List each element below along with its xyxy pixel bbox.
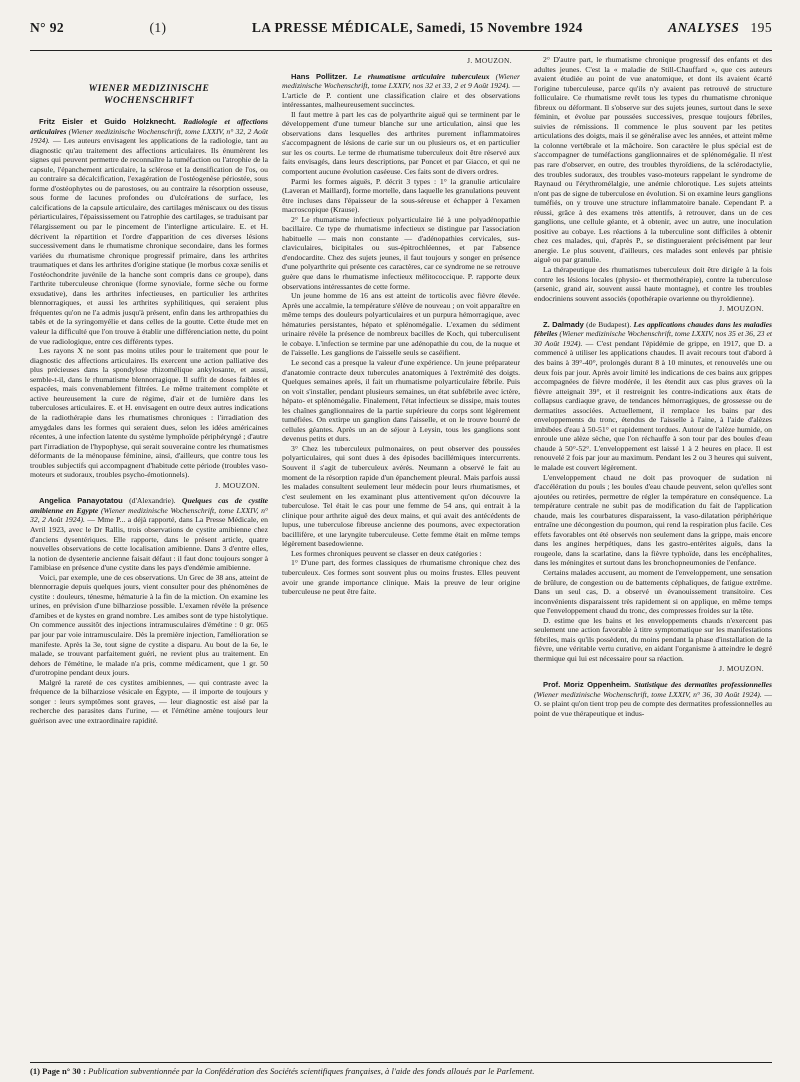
article-author: Fritz Eisler et Guido Holzknecht. <box>39 117 177 126</box>
article-place: (d'Alexandrie). <box>129 496 176 506</box>
article-citation: (Wiener medizinische Wochenschrift, tome LXXIV, n° 36, 30 Août 1924). <box>534 689 762 699</box>
article-eisler <box>30 117 268 346</box>
column-1 <box>30 55 268 1057</box>
article-title: Statistique des dermatites professionnelles <box>634 680 772 689</box>
article-title: Le rhumatisme articulaire tuberculeux <box>353 71 490 81</box>
rubric-line-1: WIENER MEDIZINISCHE <box>88 84 210 94</box>
rubric-heading <box>30 83 268 107</box>
article-title: Quelques cas de cystite amibienne en Egypte <box>30 496 268 515</box>
article-author: Angelica Panayotatou <box>39 496 123 506</box>
article-author: Z. Dalmady <box>543 319 584 329</box>
article-oppenheim <box>534 680 772 718</box>
article-paragraph: Les rayons X ne sont pas moins utiles pour le traitement que pour le diagnostic des affections articulaires. Ils exercent une action palliative des plus précieuses dans la spondylose rhizomélique ankylosante, et aussi, semble-t-il, dans le rhumatisme blennorragique. Il suffit de doses faibles et espacées, mais convenablement filtrées. Le même traitement complète et active heureusement la cure de régime, d'air et de lumière dans les tuberculoses articulaires. E. et H. envisagent en outre deux autres indications de la radiothérapie dans les rhumatismes chroniques : l'irradiation des amygdales dans les formes qui seraient dues, selon les idées américaines récentes, à une infection latente du système lymphoïde périphéryngé ; d'autre part l'irradiation de l'hypophyse, qui serait souveraine contre les rhumatismes déformants de la ménopause féminine, ainsi, d'ailleurs, que contre tous les troubles subjectifs qui accompagnent d'habitude cette période (troubles vaso-moteurs et sudoraux, troubles psycho-émotionnels). <box>30 346 268 480</box>
article-paragraph: — C'est pendant l'épidémie de grippe, en 1917, que D. a commencé à utiliser les applications chaudes. Il avait recours tout d'abord à des bains à 39°-40°, prolongés durant 8 à 10 minutes, et renouvelés une ou deux fois par jour. Après avoir limité les indications de ces bains aux grippes accompagnées de fièvre modérée, il les étendit aux cas plus graves où la fièvre atteignait 39°, et il restreignit les contre-indications aux états de collapsus cardiaque grave, de tendances hémorragiques, de grossesse ou de dermatites associées. Actuellement, il remplace les bains par des enveloppements du tronc, étendus de l'aisselle à l'aine, à l'aide d'alèzes imbibées d'eau à 50-51° et rapidement tordues. Autour de l'alèze humide, on enroule une alèze sèche, que l'on réchauffe à son tour par des boules d'eau chaude à 50°-52°. L'enveloppement est laissé 1 à 2 heures en place. Il est renouvelé 2 fois par jour au maximum. Pendant les 2 ou 3 heures qui suivent, le malade est couvert légèrement. <box>534 338 772 472</box>
article-signature: J. MOUZON. <box>215 480 260 490</box>
section-name: ANALYSES <box>668 20 740 35</box>
article-paragraph: 3° Chez les tuberculeux pulmonaires, on peut observer des poussées polyarticulaires, qui sont dues à des épisodes bacillémiques intercurrents. Souvent il s'agit de tuberculeux avérés. Neumann a observé le fait au moment de la résorption rapide d'un épanchement pleural. Mais parfois aussi les malades consultent seulement leur médecin pour leurs rhumatismes, et c'est seulement en les examinant plus attentivement qu'on découvre la tuberculose. Tel était le cas pour une femme de 54 ans, qui entrait à la clinique pour arthrite aiguë des deux mains, et qui avait des antécédents de lupus, une tuberculose fibreuse ancienne des poumons, avec expectoration bacillifère, et une laryngite tuberculeuse. Cette femme était en même temps légèrement basedowienne. <box>282 443 520 549</box>
article-paragraph: Un jeune homme de 16 ans est atteint de torticolis avec fièvre élevée. Après une accalmie, la température s'élève de nouveau ; on voit apparaître en même temps des douleurs polyarticulaires et un purpura hémorragique, avec hématuries persistantes, hépato et splénomégalie. L'examen du sédiment urinaire révèle la présence de nombreux bacilles de Koch, qui tuberculisent le cobaye. L'infection se termine par une adénopathie du cou, de la nuque et de l'aisselle. Les ganglions de l'aisselle seuls se caséifient. <box>282 291 520 358</box>
footnote-mark: (1) <box>149 20 167 35</box>
article-author: Hans Pollitzer. <box>291 71 348 81</box>
article-signature: J. MOUZON. <box>467 56 512 65</box>
article-paragraph: 2° Le rhumatisme infectieux polyarticulaire lié à une polyadénopathie bacillaire. Ce type de rhumatisme infectieux se distingue par l'association habituelle — mais non constante — d'adénopathies cervicales, sus-claviculaires, bicipitales ou sus-épitrochléennes, et par l'absence d'endocardite. Chez des sujets jeunes, il faut toujours y songer en présence d'une polyarthrite qui présente ces caractères, car ce syndrome ne se retrouve guère que dans le rhumatisme infectieux mélitococcique. P. rapporte deux observations intéressantes de cette forme. <box>282 214 520 291</box>
article-paragraph: La thérapeutique des rhumatismes tuberculeux doit être dirigée à la fois contre les lésions locales (physio- et thermothérapie), contre la tuberculose (arsenic, grand air, souvent aussi haute montagne), et contre les troubles endocriniens souvent associés (opothérapie ovarienne ou thyroïdienne). <box>534 265 772 303</box>
article-citation: (Wiener medizinische Wochenschrift, tome LXXIV, n° 32, 2 Août 1924). <box>30 126 268 146</box>
page-number: N° 92 <box>30 20 65 35</box>
article-paragraph: 1° D'une part, des formes classiques de rhumatisme chronique chez des tuberculeux. Ces formes sont souvent plus ou moins frustes. Elles peuvent avoir une grande importance clinique. Mais la preuve de leur origine tuberculeuse ne peut être faite. <box>282 558 520 597</box>
article-paragraph: Le second cas a presque la valeur d'une expérience. Un jeune préparateur d'anatomie contracte deux tubercules anatomiques à l'extrémité des doigts. Quelques semaines après, il fait un rhumatisme polyarticulaire fébrile. Puis on voit s'installer, pendant plusieurs semaines, un état subfébrile avec ictère, hépato- et splénomégalie. Finalement, l'état infectieux se dissipe, mais toutes les chaînes ganglionnaires de la partie supérieure du corps sont légèrement tuméfiées. On extirpe un ganglion dans l'aisselle, et on le trouve bourré de cellules géantes. Après un an de séjour à Leysin, tous les ganglions sont devenus petits et durs. <box>282 357 520 444</box>
article-title: Radiologie et affections articulaires <box>30 117 268 136</box>
article-paragraph: — L'article de P. contient une classification claire et des observations intéressantes, malheureusement succinctes. <box>282 81 520 110</box>
footnote-text: Publication subventionnée par la Confédération des Sociétés scientifiques françaises, à l'aide des fonds alloués par le Parlement. <box>88 1066 535 1076</box>
article-paragraph: — Les auteurs envisagent les applications de la radiologie, tant au diagnostic qu'au traitement des affections articulaires. Ils énumèrent les signes qui peuvent permettre de reconnaître la tuméfaction ou l'atrophie de la capsule, l'épanchement articulaire, la sclérose et la densification de l'os, ou au contraire sa décalcification, l'exagération de l'ostéogenèse périostée, sous forme d'ostéophytes ou de parostoses, ou au contraire la résorption osseuse, sous forme de lacunes profondes ou d'ulcérations de surface, les calcifications de la capsule articulaire, des cartilages méniscaux ou des tissus périarticulaires, l'épaississement ou l'atrophie des cartilages, se traduisant par l'élargissement ou par le pincement de l'interligne articulaire. E. et H. décrivent la répartition et l'ordre d'apparition de ces diverses lésions successivement dans le rhumatisme chronique secondaire, dans les formes variées du rhumatisme chronique progressif primaire, dans les arthrites traumatiques et dans les arthrites d'origine statique (le morbus coxæ senilis et l'ostéochondrite juvénile de la hanche sont compris dans ce groupe), dans l'arthrite tuberculeuse chronique (forme synoviale, forme sèche ou forme exsudative), dans les arthrites infectieuses, en particulier les arthrites blennorragiques, et aussi les arthrites syphilitiques, qui seraient plus fréquentes qu'on ne l'a admis jusqu'à présent, enfin dans les arthropathies du tabès et de la syringomyélie et dans celles de la goutte. Cette étude met en valeur la difficulté que l'on trouve à établir une différenciation nette, du point de vue radiologique, entre ces différents types. <box>30 136 268 346</box>
article-paragraph: Les formes chroniques peuvent se classer en deux catégories : <box>291 548 482 558</box>
article-paragraph: D. estime que les bains et les enveloppements chauds n'exercent pas seulement une action favorable à titre symptomatique sur les manifestations fébriles, mais qu'ils possèdent, du moins pendant la phase d'installation de la fièvre, une véritable vertu curative, en aidant l'organisme à atteindre le degré thermique qui lui est nécessaire pour sa réaction. <box>534 615 772 663</box>
footnote-marker: (1) Page n° 30 : <box>30 1066 86 1076</box>
article-paragraph: — Mme P... a déjà rapporté, dans La Presse Médicale, en Avril 1923, avec le Dr Rallis, trois observations de cystite amibienne chez d'anciens dysentériques. Elle rapporte, dans le présent article, quatre nouvelles observations de cette localisation amibienne. Dans 3 d'entre elles, la notion de dysenterie ancienne faisait défaut : il faut donc toujours songer à l'amibiase en présence d'une cystite dans les pays d'endémie amibienne. <box>30 515 268 573</box>
article-paragraph: 2° D'autre part, le rhumatisme chronique progressif des enfants et des adultes jeunes. C'est la « maladie de Still-Chauffard », que ces auteurs avaient étudiée au point de vue anatomique, et dont ils avaient écarté l'origine tuberculeuse, parce qu'ils n'y avaient pas retrouvé de structure folliculaire. Ce rhumatisme revêt tous les types du rhumatisme chronique fibreux ou déformant. Il s'observe sur des sujets jeunes, surtout dans le sexe féminin, et évolue par poussées successives, presque toujours fébriles, suivies de rémissions. Il commence le plus souvent par les petites articulations des doigts, mais il se généralise avec les années, et atteint même la colonne vertébrale et la mâchoire. Son caractère le plus spécial est de s'accompagner de tuméfactions ganglionnaires et de splénomégalie. Il n'est pas rare d'observer, en outre, des troubles thyroïdiens, de la sclérodactylie, des troubles sudoraux, des troubles vaso-moteurs rappelant le syndrome de Raynaud ou l'érythromélalgie, une anémie chlorotique. Les sujets atteints n'ont pas de signe de tuberculose en évolution. Si on examine leurs ganglions tuméfiés, on y trouve une structure inflammatoire banale. Cependant P. a réussi, grâce à des examens très attentifs, à retrouver, dans un de ces ganglions, une cellule géante, et à obtenir, avec un autre, une inoculation positive au cobaye. Les réactions à la tuberculine sont difficiles à obtenir chez ces malades, qui, d'après P., se distingueraient précisément par leur anergie. Le plus souvent, d'ailleurs, ces malades sont enlevés par phtisie aiguë ou par granulie. <box>534 55 772 265</box>
article-paragraph: — O. se plaint qu'on tient trop peu de compte des dermatites professionnelles au point de vue thérapeutique et indus- <box>534 689 772 718</box>
article-paragraph: Parmi les formes aiguës, P. décrit 3 types : 1° la granulie articulaire (Laveran et Maillard), forme mortelle, dans laquelle les granulations peuvent être incluses dans l'épaisseur de la sous-séreuse et échapper à l'examen macroscopique (Krause). <box>282 176 520 215</box>
column-2 <box>282 55 520 1057</box>
page-header <box>30 0 772 51</box>
article-place: (de Budapest). <box>586 319 632 329</box>
article-citation: (Wiener medizinische Wochenschrift, tome LXXIV, nos 35 et 36, 23 et 30 Août 1924). <box>534 329 772 348</box>
article-paragraph: Il faut mettre à part les cas de polyarthrite aiguë qui se terminent par le développement d'une tumeur blanche sur une articulation, ainsi que les observations dans lesquelles des arthrites purement inflammatoires s'accompagnent de lésions de carie sur un ou plusieurs os, et en particulier sur les os courts. Le terme de rhumatisme tuberculeux doit être réservé aux faits envisagés, dans leurs descriptions, par Poncet et par Giacco, et qui ne comportent aucune évolution caséeuse. Ces faits sont de divers ordres. <box>282 109 520 177</box>
article-citation: (Wiener medizinische Wochenschrift, tome LXXIV, n° 32, 2 Août 1924). <box>30 505 268 525</box>
article-pollitzer <box>282 72 520 110</box>
article-paragraph: L'enveloppement chaud ne doit pas provoquer de sudation ni d'accélération du pouls ; les boules d'eau chaude peuvent, selon qu'elles sont ajoutées ou retirées, permettre de régler la température en conséquence. La température centrale ne subit pas de modification du fait de l'application chaude, mais les courbatures disparaissent, la vaso-dilatation périphérique entraîne une décongestion du poumon, qui rend la respiration plus facile. Ces effets favorables ont été observés non seulement dans la grippe, mais encore dans les angines herpétiques, dans les gastro-entérites aiguës, dans la rougeole, dans la scarlatine, dans la fièvre typhoïde, dans les encéphalites, dans les méningites et surtout dans les bronchopneumonies de l'enfance. <box>534 472 772 568</box>
folio: 195 <box>750 20 772 35</box>
article-citation: (Wiener medizinische Wochenschrift, tome LXXIV, nos 32 et 33, 2 et 9 Août 1924). <box>282 71 520 91</box>
article-signature: J. MOUZON. <box>719 664 764 674</box>
article-dalmady <box>534 320 772 473</box>
article-paragraph: Malgré la rareté de ces cystites amibiennes, — qui contraste avec la fréquence de la bilharziose vésicale en Égypte, — il importe de toujours y songer : leurs symptômes sont graves, — leur diagnostic est aisé par la recherche des parasites dans l'urine, — et l'émétine amène toujours leur guérison avec une extraordinaire rapidité. <box>30 677 268 725</box>
article-paragraph: Certains malades accusent, au moment de l'enveloppement, une sensation de brûlure, de congestion ou de battements céphaliques, de fatigue extrême. Dans un seul cas, D. a observé un évanouissement transitoire. Ces inconvénients disparaissent très rapidement si on applique, en même temps que l'enveloppement chaud du tronc, des compresses froides sur la tête. <box>534 567 772 616</box>
page-footnote <box>30 1062 772 1076</box>
text-columns <box>30 55 772 1057</box>
journal-line: LA PRESSE MÉDICALE, Samedi, 15 Novembre 1924 <box>251 20 583 35</box>
column-3 <box>534 55 772 1057</box>
article-paragraph: Voici, par exemple, une de ces observations. Un Grec de 38 ans, atteint de blennorragie depuis quelques jours, vient consulter pour des phénomènes de cystite : douleurs, ténesme, hématurie à la fin de la miction. On examine les urines, en prévision d'une bilharziose possible. L'examen révèle la présence d'amibes et de kystes en grand nombre. Les amibes sont de type histolytique. On commence aussitôt des injections intramusculaires d'émétine : 0 gr. 065 par jour par voie intramusculaire. Dès la première injection, l'amélioration se manifeste. Après la 3e, tout signe de cystite a disparu. Au bout de la 6e, le malade, se trouvant parfaitement guéri, ne revient plus au traitement. En dehors de l'émétine, le malade n'a pris, comme médicament, que 1 gr. 50 d'urotropine pendant deux jours. <box>30 572 268 678</box>
article-panayotatou <box>30 496 268 572</box>
article-author: Prof. Moriz Oppenheim. <box>543 680 632 689</box>
rubric-line-2: WOCHENSCHRIFT <box>104 96 194 106</box>
article-title: Les applications chaudes dans les maladies fébriles <box>534 319 772 339</box>
article-signature: J. MOUZON. <box>719 304 764 314</box>
